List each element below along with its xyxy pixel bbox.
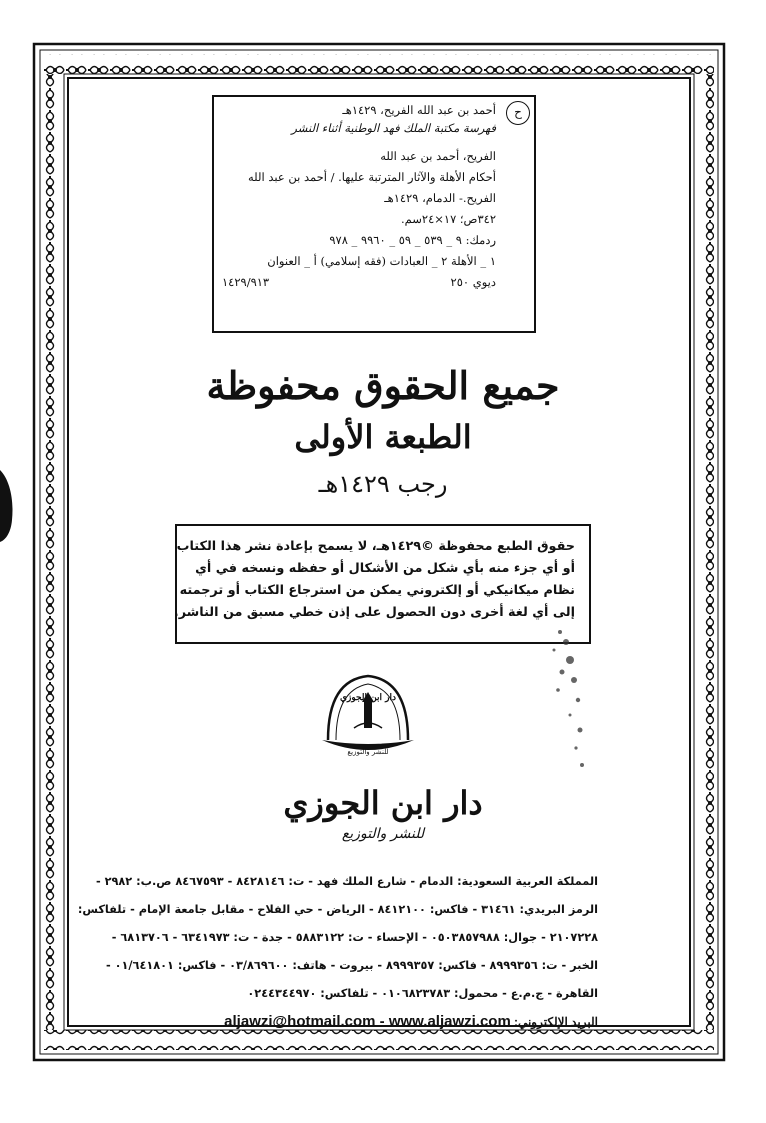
cip-library-line: فهرسة مكتبة الملك فهد الوطنية أثناء النشر	[291, 121, 496, 135]
rights-reserved-title: جميع الحقوق محفوظة	[206, 363, 560, 408]
cip-author-heading: الفريح، أحمد بن عبد الله	[380, 149, 496, 163]
publisher-name: دار ابن الجوزي	[283, 784, 483, 822]
contact-line: ٢١٠٧٢٢٨ - جوال: ٠٥٠٣٨٥٧٩٨٨ - الإحساء - ت: ٥٨٨٣١٢٢ - جدة - ت: ٦٣٤١٩٧٣ - ٦٨١٣٧٠٦ -	[111, 931, 598, 944]
contact-email-line	[128, 1012, 598, 1040]
logo-bottom-text: للنشر والتوزيع	[347, 748, 389, 756]
cip-catalog-box	[212, 95, 536, 333]
cip-title-line: أحكام الأهلة والآثار المترتبة عليها. / أحمد بن عبد الله	[248, 170, 496, 184]
cip-deposit-number: ١٤٢٩/٩١٣	[222, 275, 270, 289]
paper-stain	[540, 620, 600, 780]
contact-line: الخبر - ت: ٨٩٩٩٣٥٦ - فاكس: ٨٩٩٩٣٥٧ - بيروت - هاتف: ٠٣/٨٦٩٦٠٠ - فاكس: ٠١/٦٤١٨٠١ -	[106, 959, 598, 972]
logo-top-text: دار ابن الجوزي	[339, 693, 397, 703]
notice-line: إلى أي لغة أخرى دون الحصول على إذن خطي مسبق من الناشر.	[173, 605, 575, 620]
copyright-notice-box	[175, 524, 591, 644]
contact-line: القاهرة - ج.م.ع - محمول: ٠١٠٦٨٢٣٧٨٣ - تلفاكس: ٠٢٤٤٣٤٤٩٧٠	[247, 987, 598, 1000]
cip-author-line: أحمد بن عبد الله الفريح، ١٤٢٩هـ	[342, 103, 496, 117]
notice-line: أو أي جزء منه بأي شكل من الأشكال أو حفظه ونسخه في أي	[195, 561, 575, 576]
cip-dewey: ديوي ٢٥٠	[450, 275, 496, 289]
contact-line: الرمز البريدي: ٣١٤٦١ - فاكس: ٨٤١٢١٠٠ - الرياض - حي الفلاح - مقابل جامعة الإمام - تلفاكس:	[77, 903, 598, 916]
email-label: البريد الإلكتروني:	[513, 1015, 598, 1029]
edition-title: الطبعة الأولى	[294, 418, 472, 456]
notice-line: حقوق الطبع محفوظة ©١٤٢٩هـ، لا يسمح بإعادة نشر هذا الكتاب	[176, 539, 575, 554]
cip-isbn-line: ردمك: ٩ _ ٥٣٩ _ ٥٩ _ ٩٩٦٠ _ ٩٧٨	[329, 233, 496, 247]
publisher-logo	[318, 668, 418, 756]
cip-seal-icon: ح	[506, 101, 530, 125]
publisher-tagline: للنشر والتوزيع	[341, 826, 425, 842]
cip-imprint-line: الفريح.- الدمام، ١٤٢٩هـ	[384, 191, 496, 205]
edition-date: رجب ١٤٢٩هـ	[318, 470, 448, 498]
cip-subjects-line: ١ _ الأهلة ٢ _ العبادات (فقه إسلامي) أ _ العنوان	[267, 254, 496, 268]
contact-block	[77, 872, 598, 1040]
cip-pages-line: ٣٤٢ص؛ ١٧×٢٤سم.	[400, 212, 496, 226]
contact-line: المملكة العربية السعودية: الدمام - شارع الملك فهد - ت: ٨٤٢٨١٤٦ - ٨٤٦٧٥٩٣ ص.ب: ٢٩٨٢ -	[95, 875, 598, 888]
email-web-link[interactable]: aljawzi@hotmail.com - www.aljawzi.com	[224, 1013, 511, 1030]
notice-line: نظام ميكانيكي أو إلكتروني يمكن من استرجاع الكتاب أو ترجمته	[179, 583, 575, 598]
cip-classification-row	[222, 275, 496, 290]
